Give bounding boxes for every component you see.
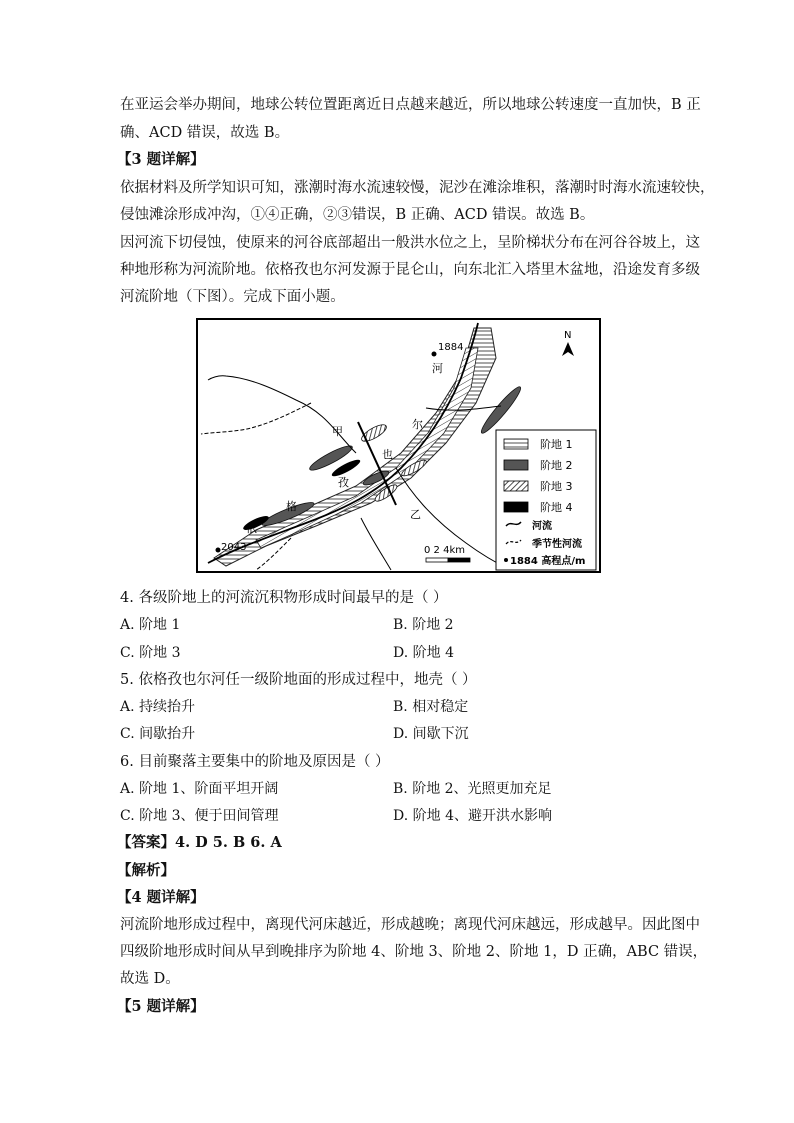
map-legend <box>496 430 596 570</box>
q6-stem: 6. 目前聚落主要集中的阶地及原因是（ ） <box>120 754 390 770</box>
legend-label-elevation: 1884 高程点/m <box>510 556 586 567</box>
q6-option-b: B. 阶地 2、光照更加充足 <box>393 781 552 797</box>
q5-heading: 【5 题详解】 <box>117 998 205 1015</box>
elevation-label-top: 1884 <box>438 342 464 353</box>
q4-option-d: D. 阶地 4 <box>393 645 454 661</box>
scale-bar-seg-2 <box>448 558 470 562</box>
north-label: N <box>564 330 572 341</box>
scale-bar-seg-1 <box>426 558 448 562</box>
legend-label-terrace-4: 阶地 4 <box>540 501 573 514</box>
q3-heading: 【3 题详解】 <box>117 151 205 168</box>
para3-line1: 河流阶地形成过程中，离现代河床越近，形成越晚；离现代河床越远，形成越早。因此图中 <box>120 917 700 933</box>
legend-label-river: 河流 <box>532 521 552 532</box>
para2-line2: 侵蚀滩涂形成冲沟，①④正确，②③错误，B 正确、ACD 错误。故选 B。 <box>120 207 595 223</box>
intro-line2: 种地形称为河流阶地。依格孜也尔河发源于昆仑山，向东北汇入塔里木盆地，沿途发育多级 <box>120 262 700 278</box>
q4-heading: 【4 题详解】 <box>117 889 205 906</box>
legend-swatch-terrace-1 <box>504 439 528 449</box>
para3-line2: 四级阶地形成时间从早到晚排序为阶地 4、阶地 3、阶地 2、阶地 1，D 正确，ABC 错误， <box>120 944 708 960</box>
intro-line1: 因河流下切侵蚀，使原来的河谷底部超出一般洪水位之上，呈阶梯状分布在河谷谷坡上，这 <box>120 235 700 251</box>
label-yi: 乙 <box>410 508 421 521</box>
legend-swatch-terrace-2 <box>504 460 528 470</box>
q6-option-c: C. 阶地 3、便于田间管理 <box>120 808 279 824</box>
river-char-6: 依 <box>246 522 257 535</box>
intro-line3: 河流阶地（下图）。完成下面小题。 <box>120 289 345 305</box>
q5-option-a: A. 持续抬升 <box>120 699 196 715</box>
q6-option-a: A. 阶地 1、阶面平坦开阔 <box>120 781 279 797</box>
legend-swatch-terrace-3 <box>504 481 528 491</box>
legend-label-seasonal: 季节性河流 <box>532 539 582 550</box>
legend-swatch-elevation <box>504 558 508 562</box>
para3-line3: 故选 D。 <box>120 971 180 987</box>
q5-option-d: D. 间歇下沉 <box>393 726 469 742</box>
river-char-2: 尔 <box>412 418 423 431</box>
para2-line1: 依据材料及所学知识可知，涨潮时海水流速较慢，泥沙在滩涂堆积，落潮时时海水流速较快， <box>120 180 715 196</box>
terrace-map-figure <box>196 318 601 573</box>
legend-label-terrace-1: 阶地 1 <box>540 438 573 451</box>
river-char-5: 格 <box>286 500 297 513</box>
legend-swatch-terrace-4 <box>504 502 528 512</box>
elevation-point-top <box>432 352 437 357</box>
label-jia: 甲 <box>332 425 343 438</box>
q5-option-c: C. 间歇抬升 <box>120 726 196 742</box>
scale-label: 0 2 4km <box>424 545 465 556</box>
q6-option-d: D. 阶地 4、避开洪水影响 <box>393 808 552 824</box>
elevation-label-bottom: 2043 <box>221 542 247 553</box>
q5-stem: 5. 依格孜也尔河任一级阶地面的形成过程中，地壳（ ） <box>120 672 477 688</box>
terrace-map <box>196 318 601 573</box>
legend-label-terrace-3: 阶地 3 <box>540 480 573 493</box>
q4-option-a: A. 阶地 1 <box>120 617 181 633</box>
elevation-point-bottom <box>216 548 221 553</box>
river-char-1: 河 <box>432 362 443 375</box>
analysis-heading: 【解析】 <box>117 862 175 879</box>
para1-line1: 在亚运会举办期间，地球公转位置距离近日点越来越近，所以地球公转速度一直加快，B 正 <box>120 97 701 113</box>
q4-stem: 4. 各级阶地上的河流沉积物形成时间最早的是（ ） <box>120 590 448 606</box>
river-char-3: 也 <box>382 448 393 461</box>
legend-label-terrace-2: 阶地 2 <box>540 459 573 472</box>
river-char-4: 孜 <box>338 476 349 489</box>
para1-line2: 确、ACD 错误，故选 B。 <box>120 125 290 141</box>
q5-option-b: B. 相对稳定 <box>393 699 469 715</box>
q4-option-c: C. 阶地 3 <box>120 645 181 661</box>
answer-line: 【答案】4. D 5. B 6. A <box>117 834 282 851</box>
q4-option-b: B. 阶地 2 <box>393 617 454 633</box>
